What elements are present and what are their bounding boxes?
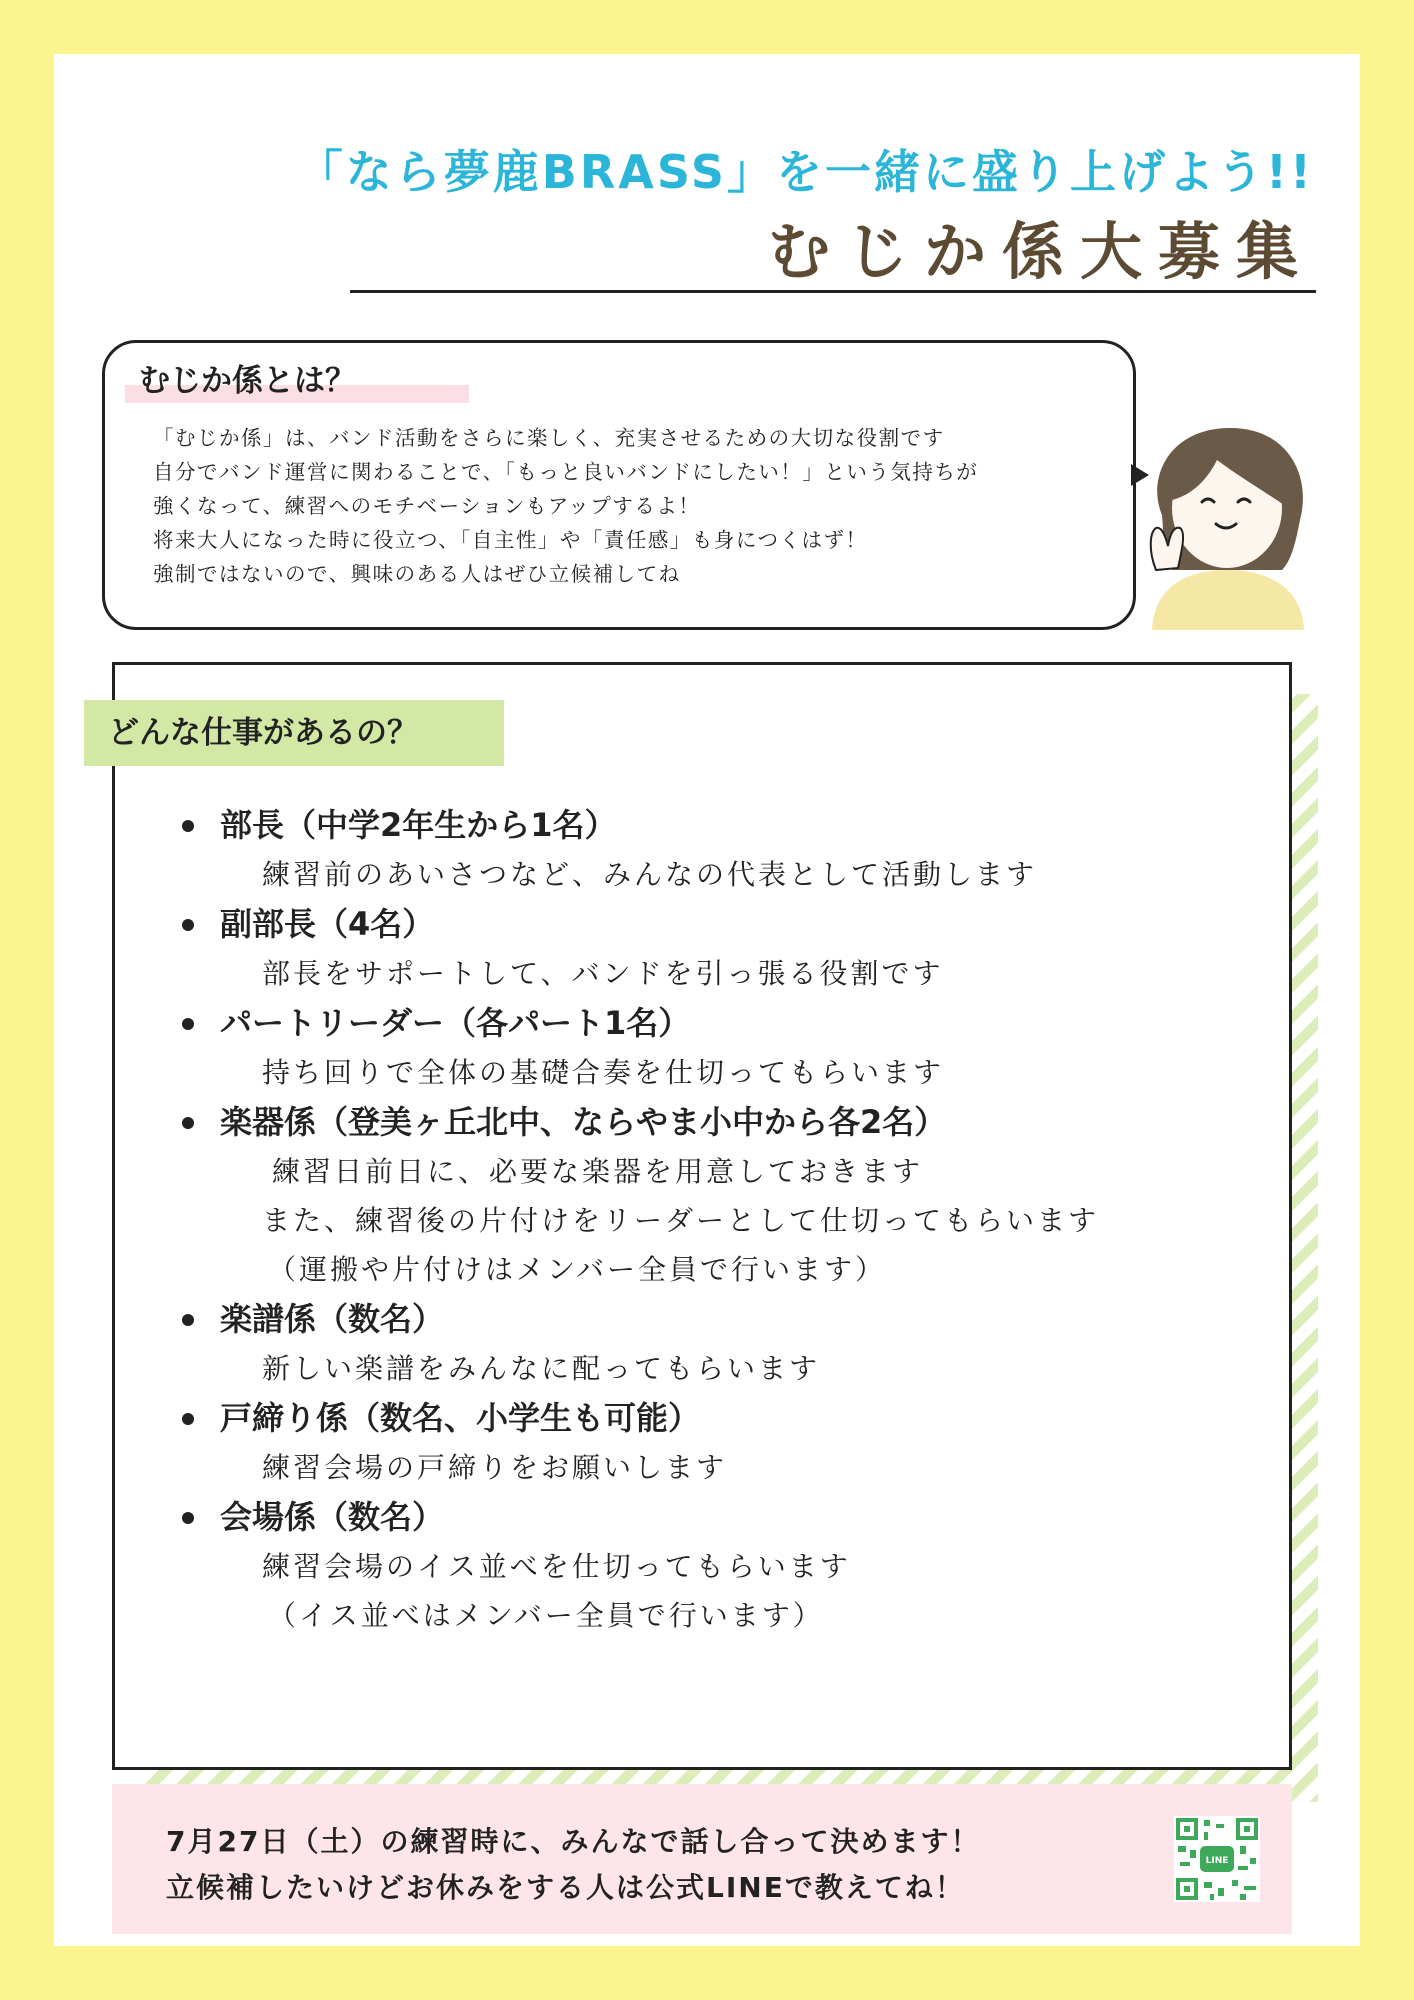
bullet-icon [182, 1413, 194, 1425]
about-line: 「むじか係」は、バンド活動をさらに楽しく、充実させるための大切な役割です [153, 426, 945, 450]
bullet-icon [182, 1117, 194, 1129]
footer-notice [112, 1784, 1292, 1934]
job-title: 楽譜係（数名） [220, 1300, 445, 1338]
job-item [54, 800, 1354, 899]
job-title: パートリーダー（各パート1名） [220, 1004, 691, 1042]
job-description: 練習会場の戸締りをお願いします [262, 1451, 728, 1484]
footer-line-1: 7月27日（土）の練習時に、みんなで話し合って決めます！ [166, 1825, 981, 1858]
bullet-icon [182, 1314, 194, 1326]
bullet-icon [182, 1512, 194, 1524]
job-item [54, 1393, 1354, 1492]
job-title: 部長（中学2年生から1名） [220, 806, 617, 844]
job-description: 部長をサポートして、バンドを引っ張る役割です [262, 957, 944, 990]
job-description: 練習会場のイス並べを仕切ってもらいます [262, 1550, 851, 1583]
bullet-icon [182, 919, 194, 931]
job-description: 持ち回りで全体の基礎合奏を仕切ってもらいます [262, 1056, 945, 1089]
title-line-1: 「なら夢鹿BRASS」を一緒に盛り上げよう!! [296, 145, 1314, 199]
job-description: （イス並べはメンバー全員で行います） [268, 1599, 824, 1632]
bullet-icon [182, 1018, 194, 1030]
jobs-list [54, 800, 1354, 1640]
qr-label: LINE [1205, 1856, 1229, 1866]
about-line: 自分でバンド運営に関わることで、「もっと良いバンドにしたい！」という気持ちが [153, 460, 979, 484]
about-text [153, 421, 1113, 591]
about-heading: むじか係とは？ [139, 363, 356, 399]
about-line: 強制ではないので、興味のある人はぜひ立候補してね [153, 562, 681, 586]
job-item [54, 1097, 1354, 1294]
flyer-page [54, 54, 1360, 1946]
footer-line-2: 立候補したいけどお休みをする人は公式LINEで教えてね！ [166, 1871, 965, 1904]
about-line: 強くなって、練習へのモチベーションもアップするよ！ [153, 494, 701, 518]
about-heading-block [125, 359, 469, 403]
job-title: 会場係（数名） [220, 1498, 445, 1536]
bullet-icon [182, 820, 194, 832]
job-title: 戸締り係（数名、小学生も可能） [220, 1399, 701, 1437]
title-line-2: むじか係大募集 [767, 215, 1314, 288]
jobs-heading: どんな仕事があるの？ [108, 715, 418, 751]
job-title: 副部長（4名） [220, 905, 435, 943]
job-item [54, 998, 1354, 1097]
job-description: 練習前のあいさつなど、みんなの代表として活動します [262, 858, 1038, 891]
about-line: 将来大人になった時に役立つ、「自主性」や「責任感」も身につくはず！ [153, 528, 868, 552]
line-qr-code-icon[interactable] [1174, 1816, 1260, 1902]
job-item [54, 899, 1354, 998]
job-description: 新しい楽譜をみんなに配ってもらいます [262, 1352, 821, 1385]
girl-illustration-icon [1142, 420, 1312, 630]
title-underline [350, 290, 1316, 293]
about-speech-bubble [102, 340, 1136, 630]
job-description: （運搬や片付けはメンバー全員で行います） [268, 1253, 887, 1286]
job-description: また、練習後の片付けをリーダーとして仕切ってもらいます [262, 1204, 1100, 1237]
jobs-heading-tag [84, 700, 504, 766]
job-item [54, 1492, 1354, 1640]
job-description: 練習日前日に、必要な楽器を用意しておきます [272, 1155, 924, 1188]
job-title: 楽器係（登美ヶ丘北中、ならやま小中から各2名） [220, 1103, 947, 1141]
job-item [54, 1294, 1354, 1393]
